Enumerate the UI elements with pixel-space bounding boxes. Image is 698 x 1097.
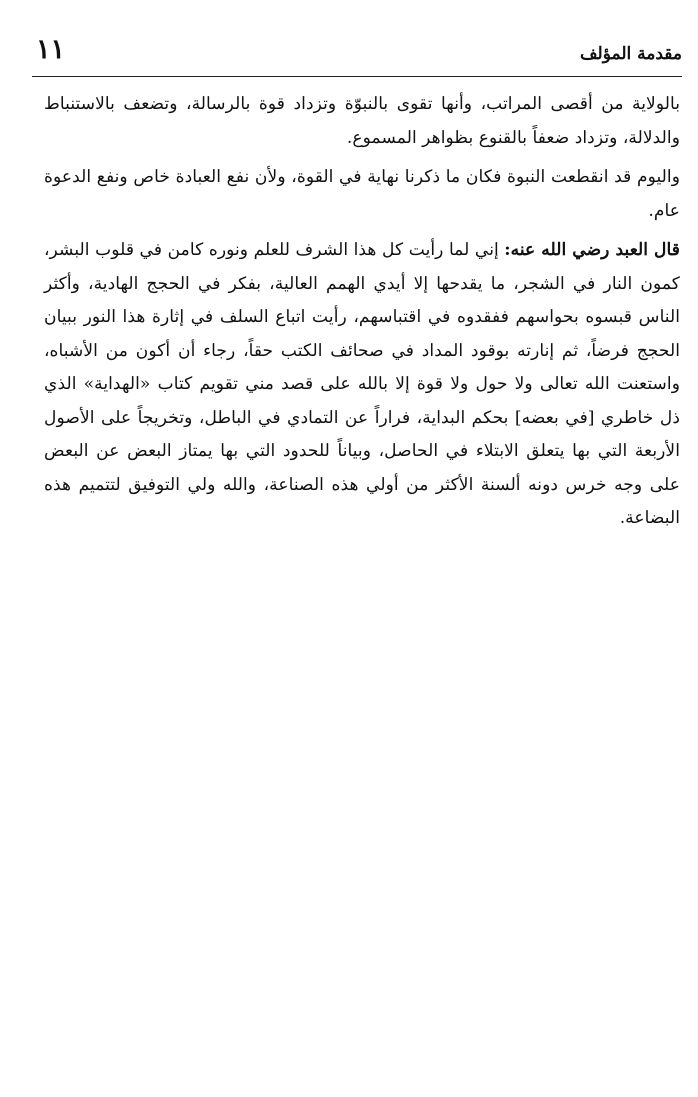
- body-text: [44, 88, 680, 536]
- paragraph-1: [44, 88, 680, 155]
- paragraph-2: [44, 161, 680, 228]
- page-header: [32, 34, 682, 78]
- paragraph-text: بالولاية من أقصى المراتب، وأنها تقوى بالنبوّة وتزداد قوة بالرسالة، وتضعف بالاستنباط والدلالة، وتزداد ضعفاً بالقنوع بظواهر المسموع.: [44, 94, 680, 148]
- paragraph-text: واليوم قد انقطعت النبوة فكان ما ذكرنا نهاية في القوة، ولأن نفع العبادة خاص ونفع الدعوة عام.: [44, 167, 680, 221]
- running-title: مقدمة المؤلف: [579, 44, 682, 64]
- header-divider: [32, 76, 682, 77]
- paragraph-3: [44, 234, 680, 536]
- page-number: ١١: [36, 34, 66, 65]
- paragraph-text: إني لما رأيت كل هذا الشرف للعلم ونوره كامن في قلوب البشر، كمون النار في الشجر، ما يقدحها إلا أيدي الهمم العالية، بفكر في الحجج الهادية، وأكثر الناس قبسوه بحواسهم ففقدوه في اقتباسهم، رأيت اتباع السلف في إثارة هذا النور ببيان الحجج فرضاً، ثم إنارته بوقود المداد في صحائف الكتب حقاً، رجاء أن أكون من الأشباه، واستعنت الله تعالى ولا حول ولا قوة إلا بالله على قصد مني تقويم كتاب «الهداية» الذي ذل خاطري [في بعضه] بحكم البداية، فراراً عن التمادي في الباطل، وتخريجاً على الأصول الأربعة التي بها يتعلق الابتلاء في الحاصل، وبياناً للحدود التي بها يمتاز البعض عن البعض على وجه خرس دونه ألسنة الأكثر من أولي هذه الصناعة، والله ولي التوفيق لتتميم هذه البضاعة.: [44, 240, 680, 528]
- speaker-attribution: قال العبد رضي الله عنه:: [504, 240, 680, 260]
